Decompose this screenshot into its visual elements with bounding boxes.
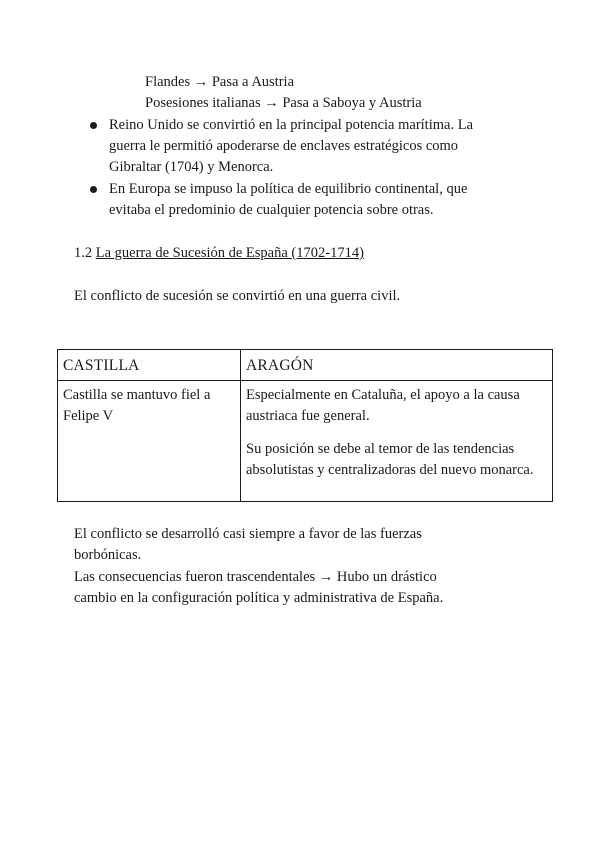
aragon-paragraph: Especialmente en Cataluña, el apoyo a la causa austriaca fue general. xyxy=(246,387,520,424)
comparison-table xyxy=(57,349,553,502)
list-subline-italia: Posesiones italianas → Pasa a Saboya y Austria xyxy=(145,95,422,111)
table-header-row xyxy=(58,350,553,381)
closing-line: borbónicas. xyxy=(74,547,142,563)
table-cell-castilla xyxy=(58,381,241,502)
bullet-line: guerra le permitió apoderarse de enclaves estratégicos como xyxy=(109,138,459,154)
castilla-text: Castilla se mantuvo fiel a Felipe V xyxy=(63,387,211,424)
section-heading xyxy=(74,243,364,264)
bullet-line: Gibraltar (1704) y Menorca. xyxy=(109,159,274,175)
section-title: La guerra de Sucesión de España (1702-1714) xyxy=(95,245,364,261)
closing-line: cambio en la configuración política y administrativa de España. xyxy=(74,590,444,606)
table-cell-aragon xyxy=(241,381,553,502)
table-row xyxy=(58,381,553,502)
bullet-dot xyxy=(90,122,97,129)
table-header-aragon: ARAGÓN xyxy=(241,350,553,381)
intro-paragraph: El conflicto de sucesión se convirtió en una guerra civil. xyxy=(74,288,401,304)
aragon-paragraph: Su posición se debe al temor de las tendencias absolutistas y centralizadoras del nuevo monarca. xyxy=(246,441,534,478)
table-header-castilla: CASTILLA xyxy=(58,350,241,381)
bullet-dot xyxy=(90,186,97,193)
section-number: 1.2 xyxy=(74,245,93,261)
bullet-line: evitaba el predominio de cualquier potencia sobre otras. xyxy=(109,202,434,218)
closing-line: Las consecuencias fueron trascendentales → Hubo un drástico xyxy=(74,569,437,585)
bullet-line: En Europa se impuso la política de equilibrio continental, que xyxy=(109,181,468,197)
bullet-line: Reino Unido se convirtió en la principal potencia marítima. La xyxy=(109,117,474,133)
list-subline-flandes: Flandes → Pasa a Austria xyxy=(145,74,295,90)
closing-line: El conflicto se desarrolló casi siempre a favor de las fuerzas xyxy=(74,526,422,542)
